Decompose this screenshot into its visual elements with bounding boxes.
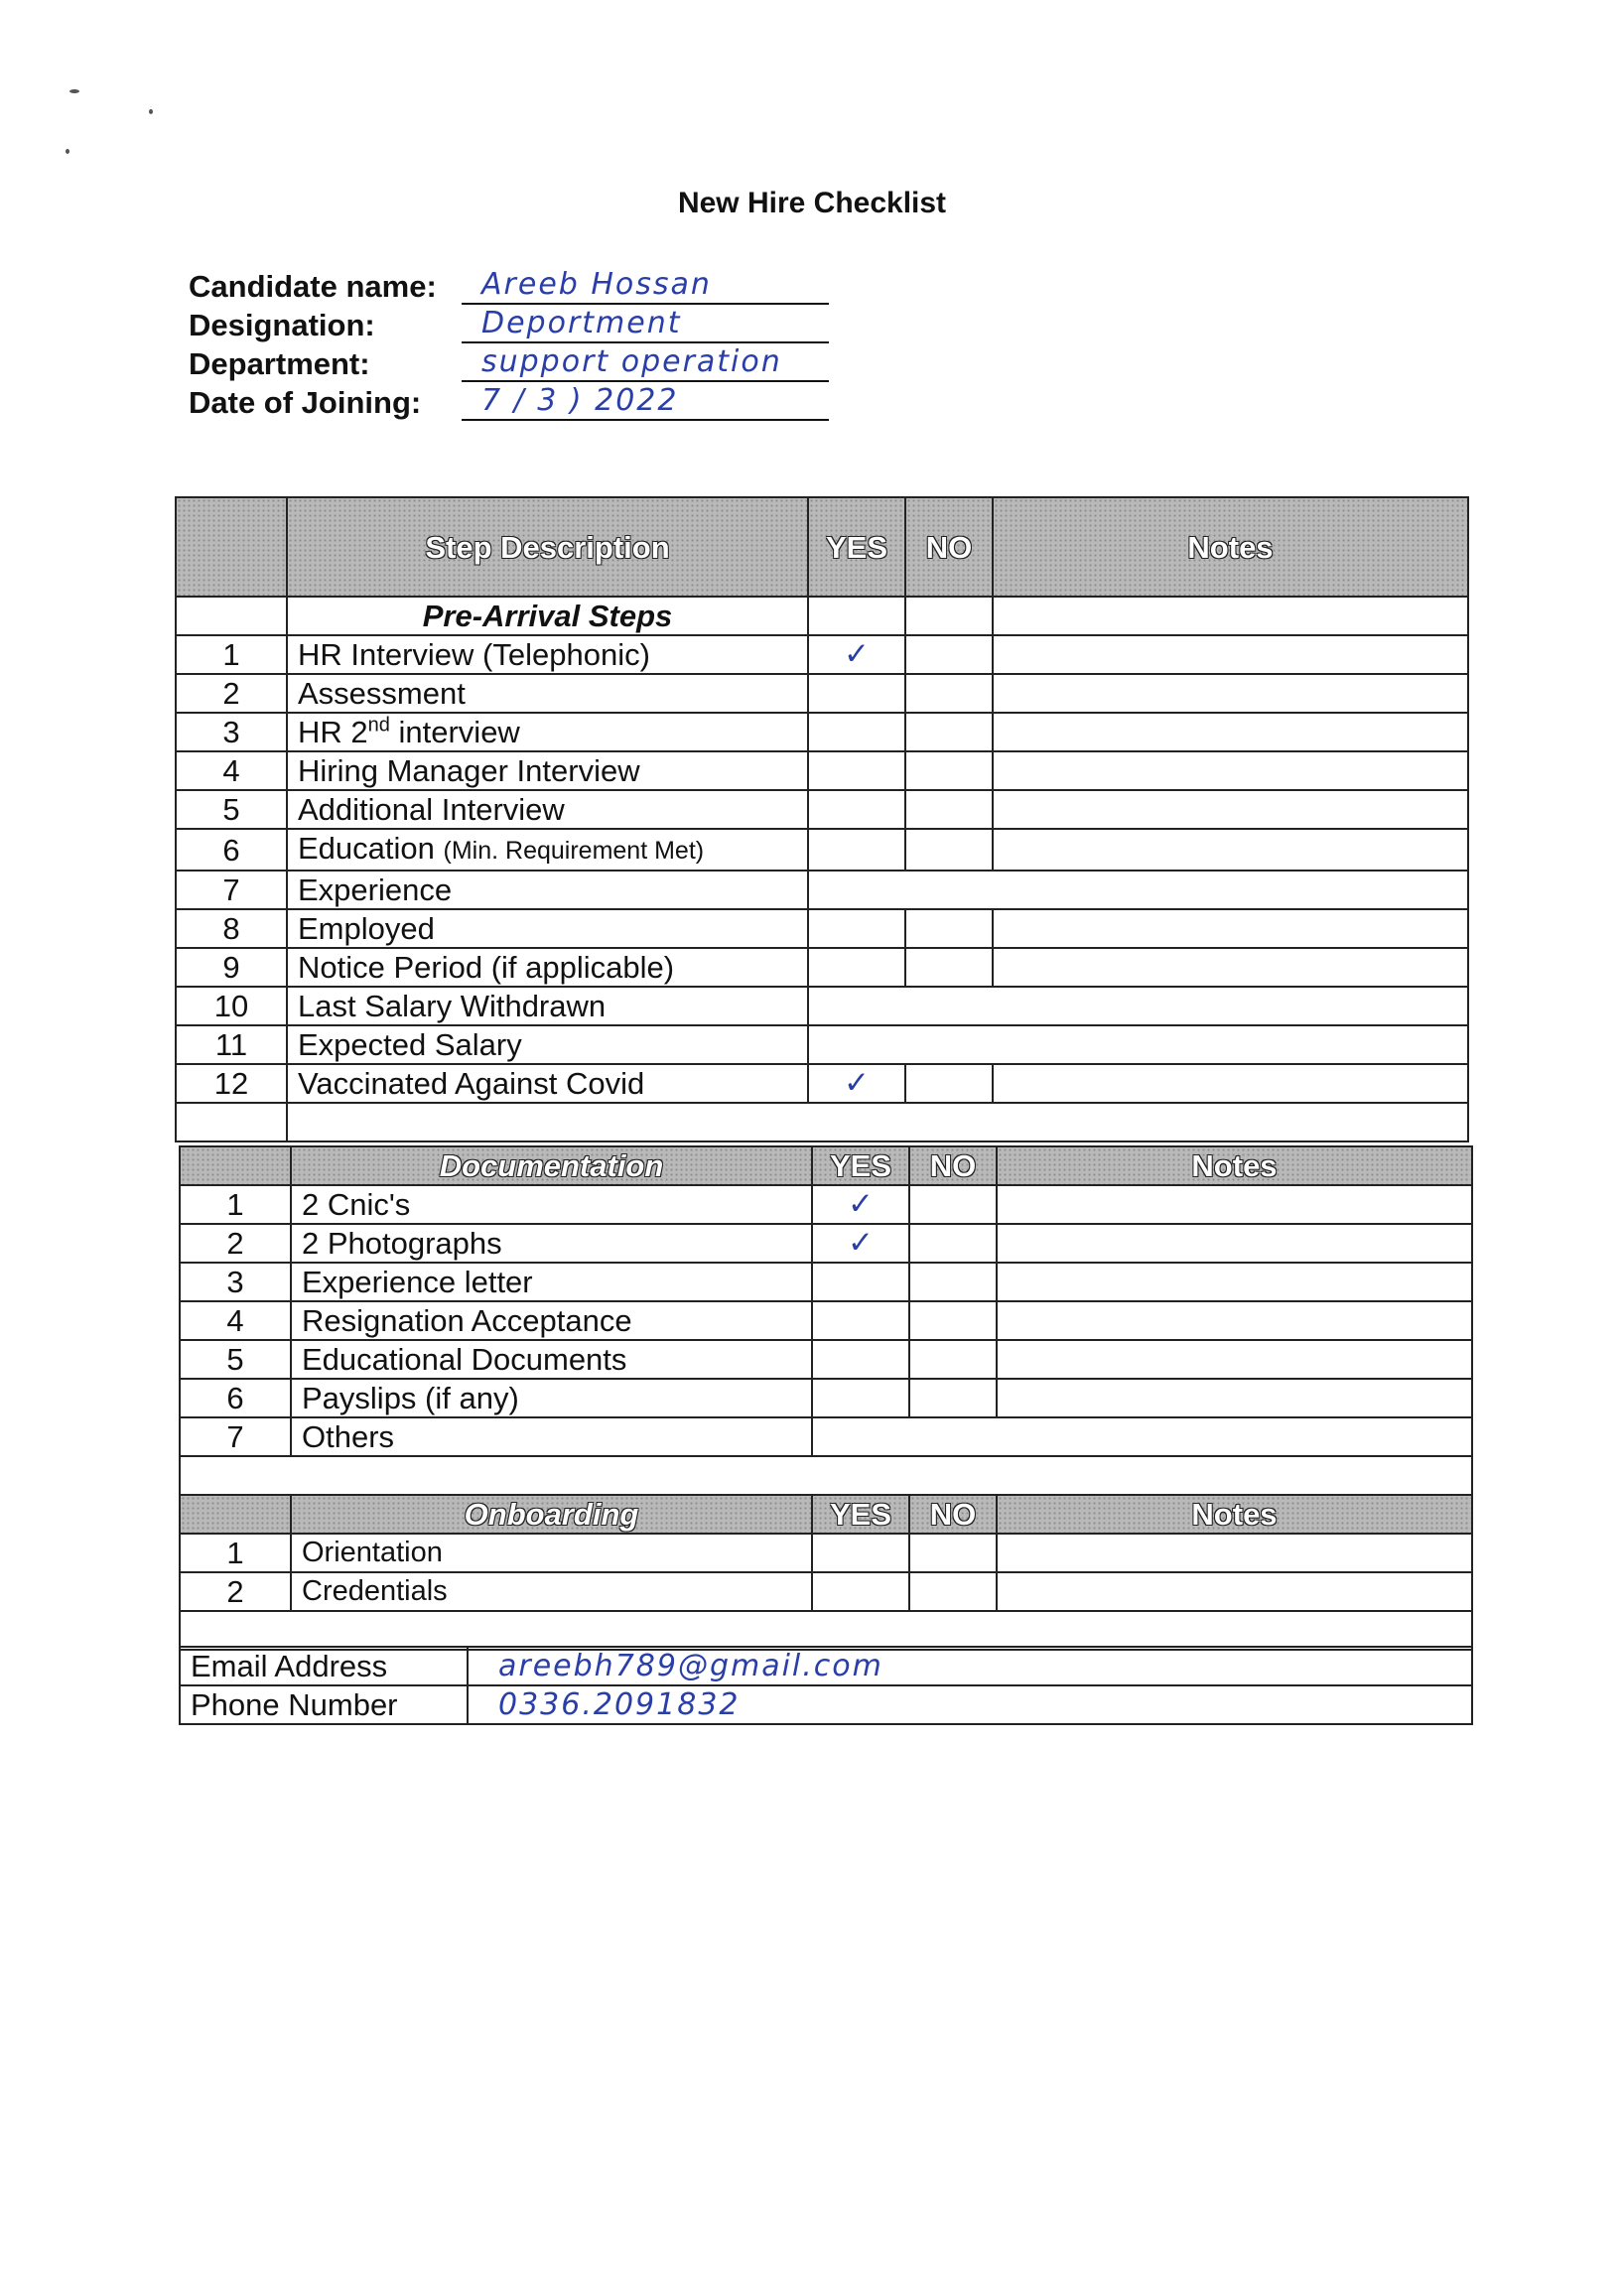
notes-cell[interactable] — [997, 1379, 1472, 1417]
page-title: New Hire Checklist — [677, 187, 947, 219]
designation-row — [189, 305, 829, 343]
no-checkbox[interactable] — [905, 1064, 993, 1103]
phone-value[interactable]: 0336.2091832 — [468, 1685, 1472, 1724]
header-no: NO — [909, 1495, 997, 1534]
header-number-cell — [180, 1146, 291, 1185]
row-number: 1 — [180, 1185, 291, 1224]
notes-cell[interactable] — [997, 1263, 1472, 1301]
department-row — [189, 343, 829, 382]
no-checkbox[interactable] — [909, 1224, 997, 1263]
row-label — [287, 829, 808, 871]
onboarding-table — [179, 1494, 1473, 1651]
table-row — [180, 1379, 1472, 1417]
email-label: Email Address — [180, 1647, 468, 1685]
row-number: 9 — [176, 948, 287, 987]
date-of-joining-row — [189, 382, 829, 421]
row-number: 5 — [176, 790, 287, 829]
row-label: Expected Salary — [287, 1025, 808, 1064]
table-header — [180, 1146, 1472, 1185]
notes-cell[interactable] — [997, 1301, 1472, 1340]
row-label: Vaccinated Against Covid — [287, 1064, 808, 1103]
yes-checkbox[interactable] — [808, 948, 905, 987]
header-number-cell — [176, 497, 287, 597]
row-label: Educational Documents — [291, 1340, 812, 1379]
row-number: 1 — [176, 635, 287, 674]
table-row — [180, 1417, 1472, 1456]
scan-speck — [69, 89, 79, 93]
row-label-note: (Min. Requirement Met) — [443, 837, 705, 865]
superscript: nd — [367, 714, 390, 737]
empty-cell — [180, 1456, 1472, 1495]
notes-cell[interactable] — [993, 1064, 1468, 1103]
row-number: 3 — [180, 1263, 291, 1301]
no-checkbox[interactable] — [909, 1301, 997, 1340]
row-number: 12 — [176, 1064, 287, 1103]
row-number: 8 — [176, 909, 287, 948]
row-label: Assessment — [287, 674, 808, 713]
row-number: 4 — [176, 751, 287, 790]
yes-checkbox[interactable]: ✓ — [812, 1224, 909, 1263]
section-title-row — [176, 597, 1468, 635]
notes-cell[interactable] — [993, 713, 1468, 751]
phone-label: Phone Number — [180, 1685, 468, 1724]
notes-cell[interactable] — [993, 751, 1468, 790]
header-notes: Notes — [993, 497, 1468, 597]
scan-speck — [66, 149, 69, 154]
table-row — [176, 871, 1468, 909]
header-no: NO — [909, 1146, 997, 1185]
phone-row — [180, 1685, 1472, 1724]
merged-response-cell[interactable] — [808, 871, 1468, 909]
candidate-name-row — [189, 266, 829, 305]
yes-checkbox[interactable]: ✓ — [808, 1064, 905, 1103]
row-label: Employed — [287, 909, 808, 948]
notes-cell[interactable] — [997, 1340, 1472, 1379]
spacer-row — [180, 1456, 1472, 1495]
notes-cell[interactable] — [997, 1224, 1472, 1263]
table-row — [180, 1340, 1472, 1379]
no-checkbox[interactable] — [905, 909, 993, 948]
row-label: Last Salary Withdrawn — [287, 987, 808, 1025]
row-label: HR Interview (Telephonic) — [287, 635, 808, 674]
yes-checkbox[interactable] — [812, 1379, 909, 1417]
yes-checkbox[interactable] — [812, 1534, 909, 1572]
table-row — [176, 635, 1468, 674]
row-label-text: HR 2 — [298, 715, 368, 749]
row-number: 6 — [176, 829, 287, 871]
candidate-info — [189, 266, 829, 421]
designation-label: Designation: — [189, 308, 375, 342]
row-number: 7 — [176, 871, 287, 909]
row-label: Additional Interview — [287, 790, 808, 829]
row-label: Resignation Acceptance — [291, 1301, 812, 1340]
yes-checkbox[interactable] — [808, 674, 905, 713]
table-row — [180, 1263, 1472, 1301]
table-row — [176, 829, 1468, 871]
email-value[interactable]: areebh789@gmail.com — [468, 1647, 1472, 1685]
header-yes: YES — [808, 497, 905, 597]
no-checkbox[interactable] — [905, 790, 993, 829]
pre-arrival-title: Pre-Arrival Steps — [287, 597, 808, 635]
table-row — [180, 1572, 1472, 1611]
yes-checkbox[interactable] — [808, 829, 905, 871]
no-checkbox[interactable] — [905, 751, 993, 790]
table-row — [180, 1301, 1472, 1340]
empty-cell — [176, 597, 287, 635]
department-value: support operation — [462, 344, 829, 382]
row-number: 2 — [176, 674, 287, 713]
no-checkbox[interactable] — [909, 1340, 997, 1379]
yes-checkbox[interactable]: ✓ — [812, 1185, 909, 1224]
row-label: Notice Period (if applicable) — [287, 948, 808, 987]
yes-checkbox[interactable] — [808, 909, 905, 948]
merged-response-cell[interactable] — [808, 1025, 1468, 1064]
row-number: 11 — [176, 1025, 287, 1064]
table-header — [176, 497, 1468, 597]
row-number: 6 — [180, 1379, 291, 1417]
yes-checkbox[interactable] — [808, 790, 905, 829]
row-number: 5 — [180, 1340, 291, 1379]
date-of-joining-label: Date of Joining: — [189, 385, 422, 420]
empty-cell — [905, 597, 993, 635]
yes-checkbox[interactable] — [808, 751, 905, 790]
table-row — [176, 790, 1468, 829]
row-number: 10 — [176, 987, 287, 1025]
notes-cell[interactable] — [997, 1572, 1472, 1611]
no-checkbox[interactable] — [909, 1185, 997, 1224]
spacer-row — [176, 1103, 1468, 1141]
row-label: Experience — [287, 871, 808, 909]
table-row — [180, 1185, 1472, 1224]
candidate-name-value: Areeb Hossan — [462, 267, 829, 305]
row-number: 2 — [180, 1572, 291, 1611]
header-number-cell — [180, 1495, 291, 1534]
no-checkbox[interactable] — [905, 674, 993, 713]
designation-value: Deportment — [462, 306, 829, 343]
notes-cell[interactable] — [993, 674, 1468, 713]
table-row — [176, 674, 1468, 713]
notes-cell[interactable] — [993, 909, 1468, 948]
row-number: 7 — [180, 1417, 291, 1456]
yes-checkbox[interactable] — [812, 1263, 909, 1301]
row-label: Experience letter — [291, 1263, 812, 1301]
yes-checkbox[interactable] — [812, 1572, 909, 1611]
yes-checkbox[interactable] — [812, 1340, 909, 1379]
row-label-text: Education — [298, 831, 435, 866]
row-label: Others — [291, 1417, 812, 1456]
row-label-text: interview — [389, 715, 520, 749]
notes-cell[interactable] — [993, 790, 1468, 829]
table-header — [180, 1495, 1472, 1534]
pre-arrival-table — [175, 496, 1469, 1142]
no-checkbox[interactable] — [905, 948, 993, 987]
table-row — [176, 751, 1468, 790]
row-label: 2 Cnic's — [291, 1185, 812, 1224]
yes-checkbox[interactable] — [808, 713, 905, 751]
spacer-row — [180, 1611, 1472, 1650]
header-notes: Notes — [997, 1495, 1472, 1534]
table-row — [176, 713, 1468, 751]
candidate-name-label: Candidate name: — [189, 269, 437, 304]
contact-table — [179, 1646, 1473, 1725]
table-row — [180, 1224, 1472, 1263]
scan-speck — [149, 109, 153, 114]
empty-cell — [808, 597, 905, 635]
header-no: NO — [905, 497, 993, 597]
table-row — [176, 987, 1468, 1025]
header-step-description: Step Description — [287, 497, 808, 597]
email-row — [180, 1647, 1472, 1685]
header-yes: YES — [812, 1146, 909, 1185]
row-label: Orientation — [291, 1534, 812, 1572]
table-row — [176, 909, 1468, 948]
merged-response-cell[interactable] — [812, 1417, 1472, 1456]
documentation-table — [179, 1145, 1473, 1496]
row-label: Payslips (if any) — [291, 1379, 812, 1417]
notes-cell[interactable] — [997, 1185, 1472, 1224]
no-checkbox[interactable] — [905, 829, 993, 871]
header-onboarding: Onboarding — [291, 1495, 812, 1534]
table-row — [180, 1534, 1472, 1572]
row-label: Credentials — [291, 1572, 812, 1611]
row-number: 1 — [180, 1534, 291, 1572]
empty-cell — [993, 597, 1468, 635]
no-checkbox[interactable] — [909, 1572, 997, 1611]
row-number: 3 — [176, 713, 287, 751]
no-checkbox[interactable] — [909, 1534, 997, 1572]
empty-cell — [180, 1611, 1472, 1650]
table-row — [176, 1025, 1468, 1064]
header-yes: YES — [812, 1495, 909, 1534]
row-label: 2 Photographs — [291, 1224, 812, 1263]
no-checkbox[interactable] — [909, 1263, 997, 1301]
row-label — [287, 713, 808, 751]
row-number: 4 — [180, 1301, 291, 1340]
empty-cell — [176, 1103, 287, 1141]
notes-cell[interactable] — [997, 1534, 1472, 1572]
notes-cell[interactable] — [993, 635, 1468, 674]
table-row — [176, 948, 1468, 987]
yes-checkbox[interactable]: ✓ — [808, 635, 905, 674]
row-number: 2 — [180, 1224, 291, 1263]
merged-response-cell[interactable] — [808, 987, 1468, 1025]
department-label: Department: — [189, 346, 370, 381]
no-checkbox[interactable] — [905, 635, 993, 674]
notes-cell[interactable] — [993, 948, 1468, 987]
header-documentation: Documentation — [291, 1146, 812, 1185]
no-checkbox[interactable] — [909, 1379, 997, 1417]
header-notes: Notes — [997, 1146, 1472, 1185]
date-of-joining-value: 7 / 3 ) 2022 — [462, 383, 829, 421]
notes-cell[interactable] — [993, 829, 1468, 871]
row-label: Hiring Manager Interview — [287, 751, 808, 790]
table-row — [176, 1064, 1468, 1103]
no-checkbox[interactable] — [905, 713, 993, 751]
yes-checkbox[interactable] — [812, 1301, 909, 1340]
empty-cell — [287, 1103, 1468, 1141]
